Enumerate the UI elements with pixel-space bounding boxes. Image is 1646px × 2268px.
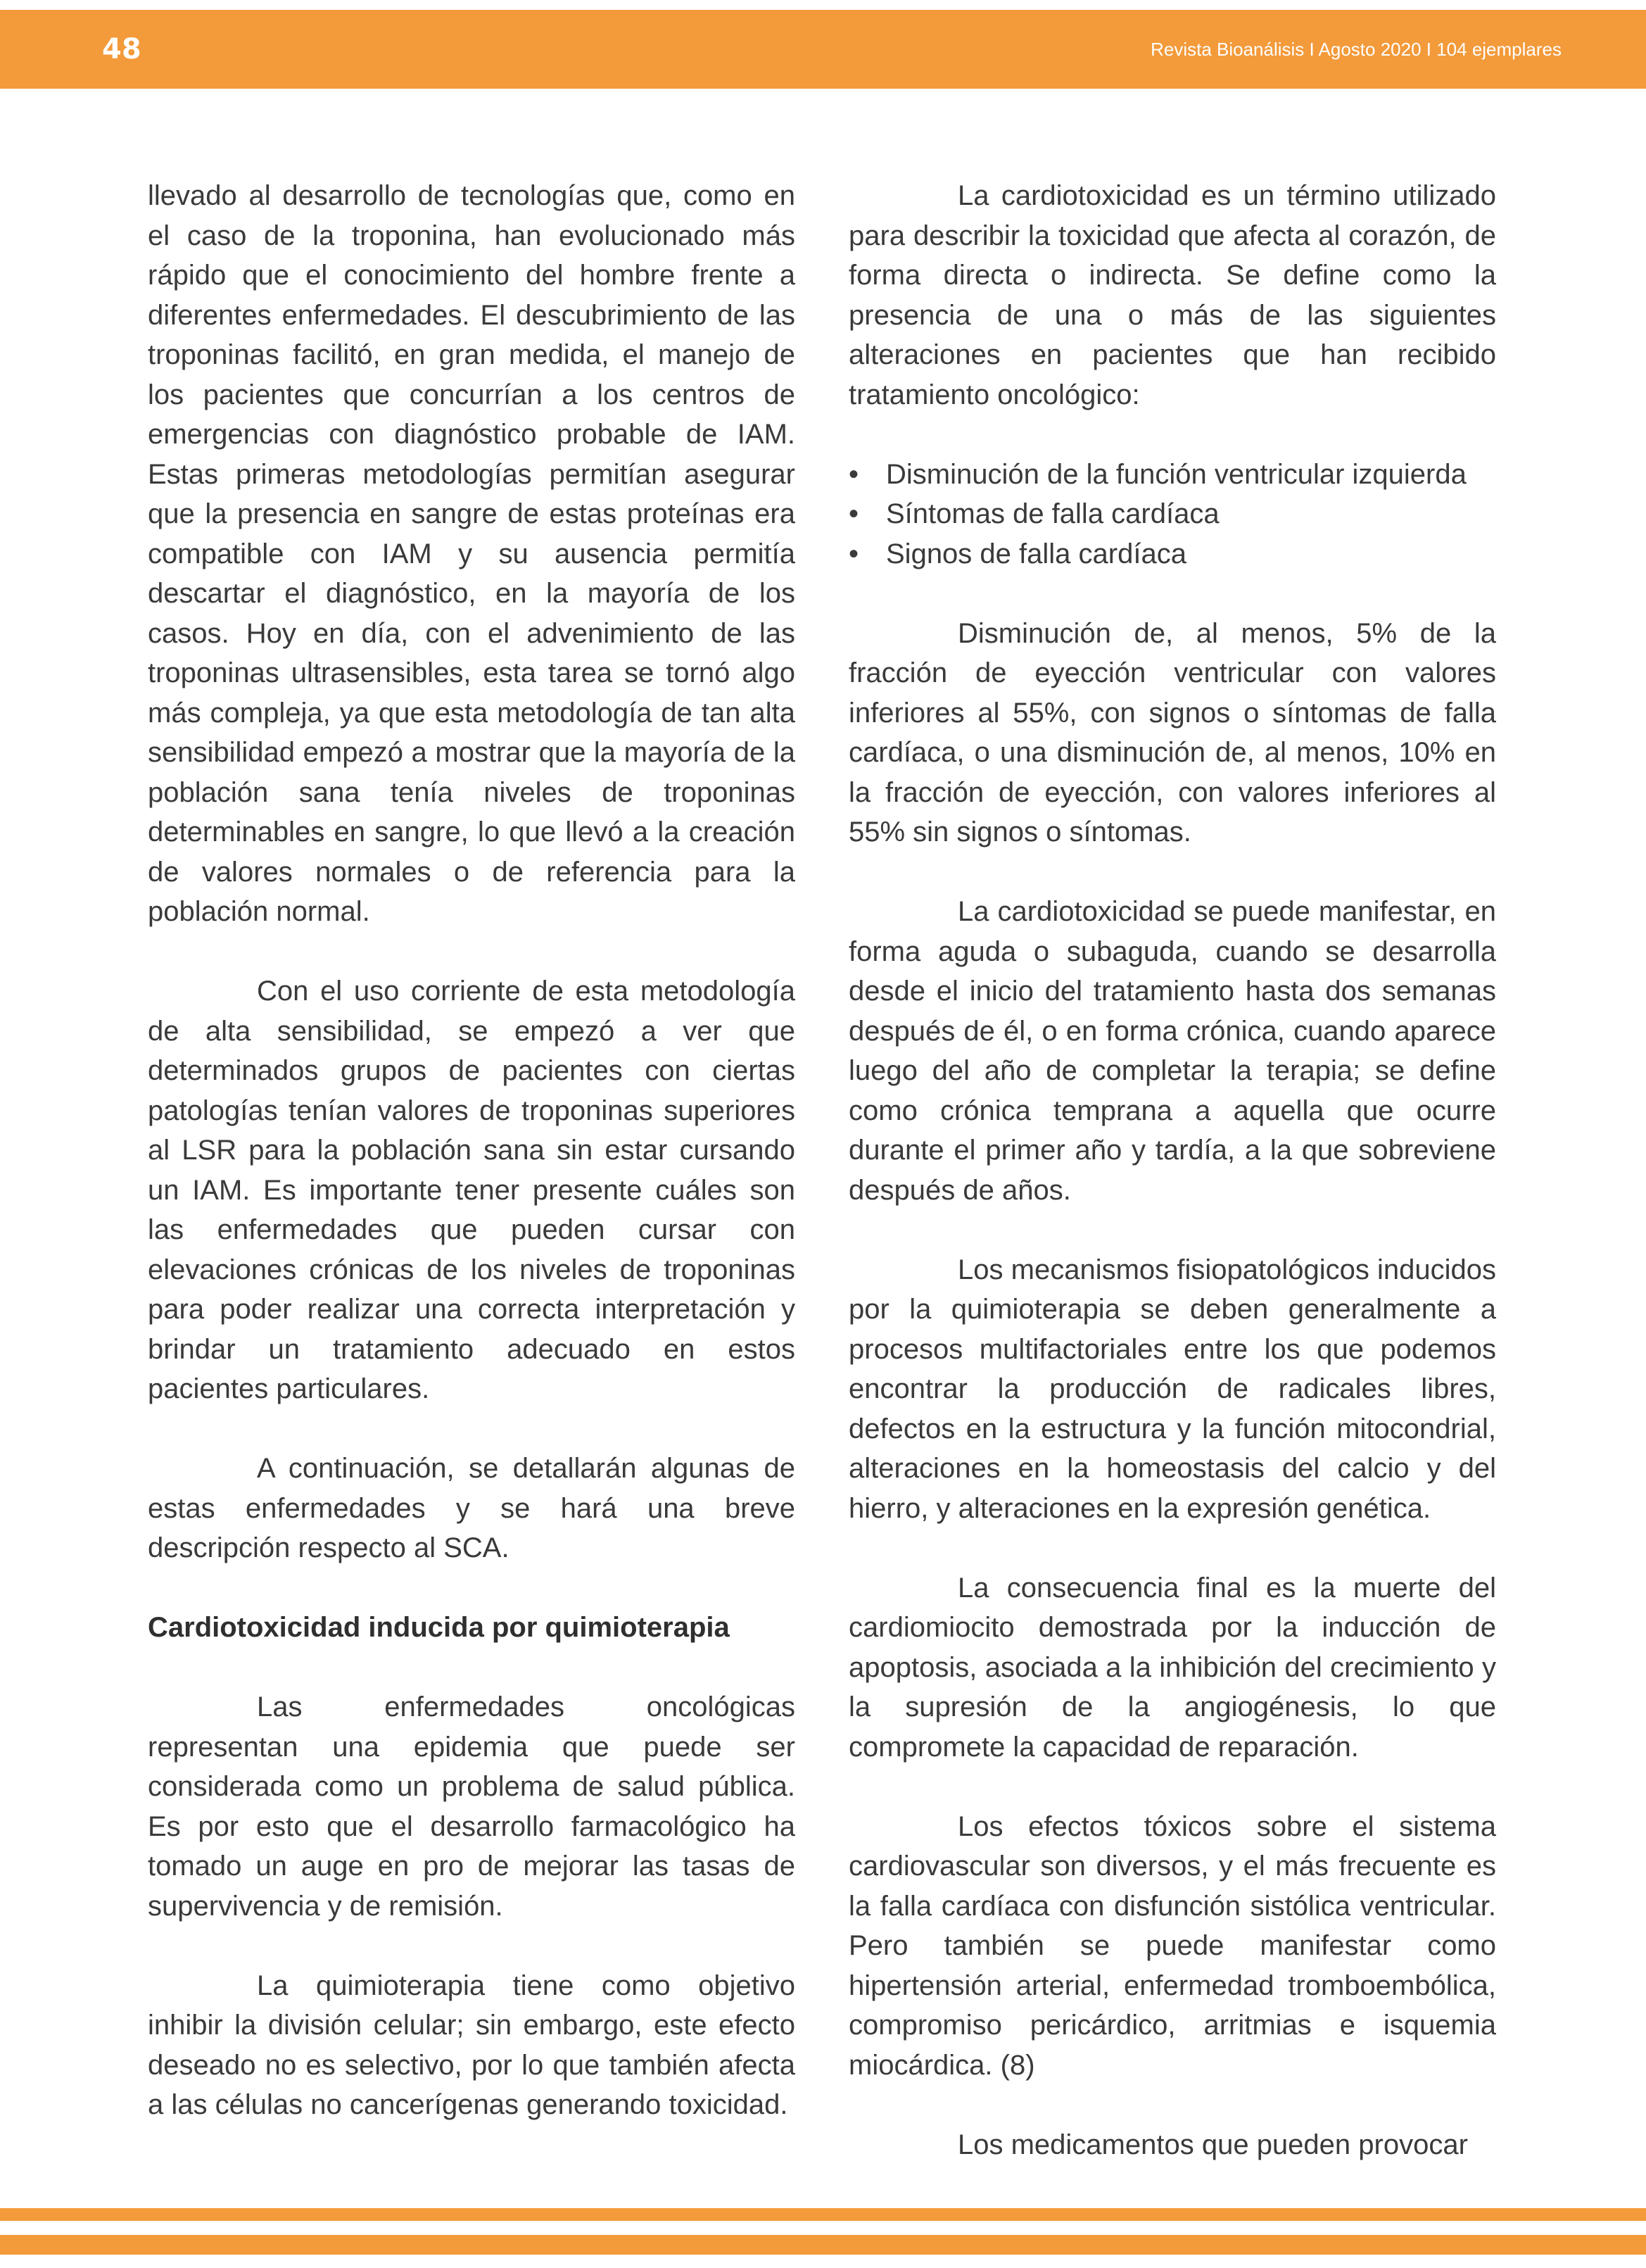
bullet-icon: • <box>849 498 859 529</box>
left-paragraph-4: Las enfermedades oncológicas representan una epidemia que puede ser considerada como un problema de salud pública. Es por esto que el desarrollo farmacológico ha tomado un auge en pro de mejorar las tasas de supervivencia y de remisión. <box>148 1691 795 1922</box>
left-paragraph-5: La quimioterapia tiene como objetivo inhibir la división celular; sin embargo, este efecto deseado no es selectivo, por lo que también afecta a las células no cancerígenas generando toxicidad. <box>148 1970 795 2120</box>
right-paragraph-5: La consecuencia final es la muerte del cardiomiocito demostrada por la inducción de apoptosis, asociada a la inhibición del crecimiento y la supresión de la angiogénesis, lo que compromete la capacidad de reparación. <box>849 1572 1496 1763</box>
section-heading: Cardiotoxicidad inducida por quimioterapia <box>148 1612 730 1643</box>
footer-bar-thin <box>0 2208 1646 2221</box>
right-paragraph-1: La cardiotoxicidad es un término utilizado para describir la toxicidad que afecta al corazón, de forma directa o indirecta. Se define como la presencia de una o más de las siguientes alteraciones en pacientes que han recibido tratamiento oncológico: <box>849 180 1496 410</box>
right-paragraph-3: La cardiotoxicidad se puede manifestar, en forma aguda o subaguda, cuando se desarrolla desde el inicio del tratamiento hasta dos semanas después de él, o en forma crónica, cuando aparece luego del año de completar la terapia; se define como crónica temprana a aquella que ocurre durante el primer año y tardía, a la que sobreviene después de años. <box>849 896 1496 1206</box>
right-paragraph-2: Disminución de, al menos, 5% de la fracción de eyección ventricular con valores inferiores al 55%, con signos o síntomas de falla cardíaca, o una disminución de, al menos, 10% en la fracción de eyección, con valores inferiores al 55% sin signos o síntomas. <box>849 617 1496 848</box>
alteration-list <box>849 455 1496 574</box>
bullet-icon: • <box>849 458 859 490</box>
left-column <box>148 176 795 2165</box>
left-paragraph-1: llevado al desarrollo de tecnologías que, como en el caso de la troponina, han evolucionado más rápido que el conocimiento del hombre frente a diferentes enfermedades. El descubrimiento de las troponinas facilitó, en gran medida, el manejo de los pacientes que concurrían a los centros de emergencias con diagnóstico probable de IAM. Estas primeras metodologías permitían asegurar que la presencia en sangre de estas proteínas era compatible con IAM y su ausencia permitía descartar el diagnóstico, en la mayoría de los casos. Hoy en día, con el advenimiento de las troponinas ultrasensibles, esta tarea se tornó algo más compleja, ya que esta metodología de tan alta sensibilidad empezó a mostrar que la mayoría de la población sana tenía niveles de troponinas determinables en sangre, lo que llevó a la creación de valores normales o de referencia para la población normal. <box>148 180 795 927</box>
list-item-text: Síntomas de falla cardíaca <box>886 498 1220 529</box>
right-column <box>849 176 1496 2205</box>
right-paragraph-7: Los medicamentos que pueden provocar <box>958 2129 1468 2160</box>
list-item <box>849 534 1496 574</box>
list-item <box>849 494 1496 534</box>
page-number: 48 <box>102 33 141 65</box>
list-item <box>849 455 1496 495</box>
left-paragraph-2: Con el uso corriente de esta metodología de alta sensibilidad, se empezó a ver que determinados grupos de pacientes con ciertas patologías tenían valores de troponinas superiores al LSR para la población sana sin estar cursando un IAM. Es importante tener presente cuáles son las enfermedades que pueden cursar con elevaciones crónicas de los niveles de troponinas para poder realizar una correcta interpretación y brindar un tratamiento adecuado en estos pacientes particulares. <box>148 976 795 1404</box>
list-item-text: Disminución de la función ventricular izquierda <box>886 458 1467 490</box>
running-head: Revista Bioanálisis I Agosto 2020 I 104 ejemplares <box>1151 39 1562 60</box>
footer-bar-thick <box>0 2235 1646 2255</box>
right-paragraph-4: Los mecanismos fisiopatológicos inducidos por la quimioterapia se deben generalmente a procesos multifactoriales entre los que podemos encontrar la producción de radicales libres, defectos en la estructura y la función mitocondrial, alteraciones en la homeostasis del calcio y del hierro, y alteraciones en la expresión genética. <box>849 1254 1496 1524</box>
header-bar <box>0 10 1646 89</box>
left-paragraph-3: A continuación, se detallarán algunas de estas enfermedades y se hará una breve descripción respecto al SCA. <box>148 1453 795 1563</box>
right-paragraph-6: Los efectos tóxicos sobre el sistema cardiovascular son diversos, y el más frecuente es la falla cardíaca con disfunción sistólica ventricular. Pero también se puede manifestar como hipertensión arterial, enfermedad tromboembólica, compromiso pericárdico, arritmias e isquemia miocárdica. (8) <box>849 1810 1496 2081</box>
list-item-text: Signos de falla cardíaca <box>886 538 1186 569</box>
bullet-icon: • <box>849 538 859 569</box>
